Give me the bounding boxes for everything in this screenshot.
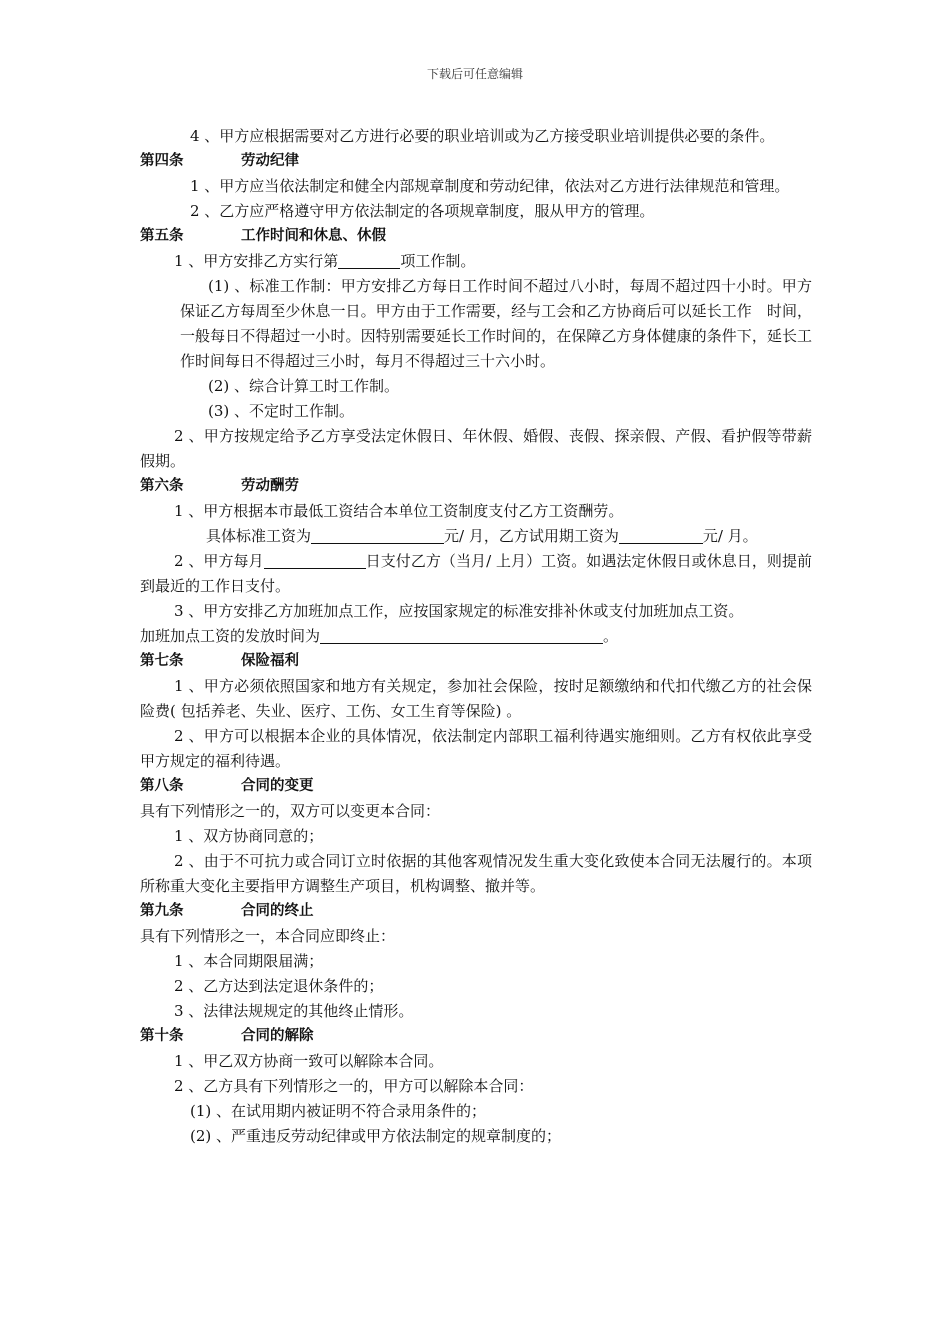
article-title: 合同的终止 — [241, 903, 314, 919]
article-10-heading — [140, 1024, 812, 1049]
article-number: 第四条 — [140, 153, 184, 169]
article-9-heading — [140, 899, 812, 924]
text-span: 日支付乙方（当月/ 上月）工资。如遇法定休假日或休息日，则提前到最近的工作日支付。 — [140, 552, 812, 595]
article-5-sub-3: (3) 、不定时工作制。 — [208, 402, 355, 420]
clause-3-item-4: 4 、甲方应根据需要对乙方进行必要的职业培训或为乙方接受职业培训提供必要的条件。 — [190, 127, 775, 145]
article-10-sub-1: (1) 、在试用期内被证明不符合录用条件的； — [190, 1102, 487, 1120]
article-4-heading — [140, 149, 812, 174]
article-7-item-1: 1 、甲方必须依照国家和地方有关规定，参加社会保险，按时足额缴纳和代扣代缴乙方的社会保险费( 包括养老、失业、医疗、工伤、女工生育等保险) 。 — [140, 677, 812, 720]
article-4-item-1: 1 、甲方应当依法制定和健全内部规章制度和劳动纪律，依法对乙方进行法律规范和管理。 — [190, 177, 790, 195]
contract-body — [140, 124, 812, 1149]
probation-wage-blank[interactable] — [619, 527, 703, 544]
article-9-item-2: 2 、乙方达到法定退休条件的； — [174, 977, 384, 995]
article-7-item-2: 2 、甲方可以根据本企业的具体情况，依法制定内部职工福利待遇实施细则。乙方有权依此享受甲方规定的福利待遇。 — [140, 727, 812, 770]
article-number: 第九条 — [140, 903, 184, 919]
article-5-item-2: 2 、甲方按规定给予乙方享受法定休假日、年休假、婚假、丧假、探亲假、产假、看护假等带薪假期。 — [140, 427, 812, 470]
article-4-item-2: 2 、乙方应严格遵守甲方依法制定的各项规章制度，服从甲方的管理。 — [190, 202, 655, 220]
article-6-item-2 — [140, 549, 812, 599]
article-number: 第八条 — [140, 778, 184, 794]
article-title: 劳动纪律 — [241, 153, 299, 169]
text-span: 。 — [603, 627, 619, 645]
article-title: 合同的变更 — [241, 778, 314, 794]
article-5-item-1 — [140, 249, 812, 274]
article-title: 保险福利 — [241, 653, 299, 669]
article-9-item-3: 3 、法律法规规定的其他终止情形。 — [174, 1002, 414, 1020]
pay-day-blank[interactable] — [264, 552, 366, 569]
article-8-item-1: 1 、双方协商同意的； — [174, 827, 324, 845]
article-10-item-2: 2 、乙方具有下列情形之一的，甲方可以解除本合同： — [174, 1077, 534, 1095]
article-8-item-2: 2 、由于不可抗力或合同订立时依据的其他客观情况发生重大变化致使本合同无法履行的。本项所称重大变化主要指甲方调整生产项目，机构调整、撤并等。 — [140, 852, 812, 895]
article-7-heading — [140, 649, 812, 674]
article-number: 第七条 — [140, 653, 184, 669]
article-6-overtime-line — [140, 624, 812, 649]
text-span: 加班加点工资的发放时间为 — [140, 627, 321, 645]
article-6-item-3: 3 、甲方安排乙方加班加点工作，应按国家规定的标准安排补休或支付加班加点工资。 — [174, 602, 744, 620]
article-6-heading — [140, 474, 812, 499]
article-10-item-1: 1 、甲乙双方协商一致可以解除本合同。 — [174, 1052, 444, 1070]
article-8-heading — [140, 774, 812, 799]
article-title: 合同的解除 — [241, 1028, 314, 1044]
article-title: 劳动酬劳 — [241, 478, 299, 494]
article-9-intro: 具有下列情形之一，本合同应即终止： — [140, 927, 396, 945]
article-6-wage-line — [140, 524, 812, 549]
standard-wage-blank[interactable] — [311, 527, 444, 544]
text-span: 2 、甲方每月 — [174, 552, 264, 570]
text-span: 元/ 月。 — [702, 527, 758, 545]
article-number: 第十条 — [140, 1028, 184, 1044]
work-system-blank[interactable] — [338, 252, 400, 269]
text-span: 1 、甲方安排乙方实行第 — [174, 252, 339, 270]
overtime-pay-date-blank[interactable] — [320, 627, 603, 644]
article-5-sub-1: (1) 、标准工作制：甲方安排乙方每日工作时间不超过八小时，每周不超过四十小时。甲方保证乙方每周至少休息一日。甲方由于工作需要，经与工会和乙方协商后可以延长工作 时间，一般每日不得超过一小时。因特别需要延长工作时间的，在保障乙方身体健康的条件下，延长工作时间每日不得超过三小时，每月不得超过三十六小时。 — [180, 277, 812, 370]
text-span: 元/ 月，乙方试用期工资为 — [444, 527, 619, 545]
article-5-heading — [140, 224, 812, 249]
article-title: 工作时间和休息、休假 — [241, 228, 386, 244]
text-span: 具体标准工资为 — [206, 527, 312, 545]
article-8-intro: 具有下列情形之一的，双方可以变更本合同： — [140, 802, 441, 820]
article-5-sub-2: (2) 、综合计算工时工作制。 — [208, 377, 400, 395]
article-number: 第六条 — [140, 478, 184, 494]
page-header: 下载后可任意编辑 — [426, 67, 523, 81]
article-6-item-1: 1 、甲方根据本市最低工资结合本单位工资制度支付乙方工资酬劳。 — [174, 502, 624, 520]
article-9-item-1: 1 、本合同期限届满； — [174, 952, 324, 970]
article-number: 第五条 — [140, 228, 184, 244]
article-10-sub-2: (2) 、严重违反劳动纪律或甲方依法制定的规章制度的； — [190, 1127, 562, 1145]
text-span: 项工作制。 — [400, 252, 476, 270]
